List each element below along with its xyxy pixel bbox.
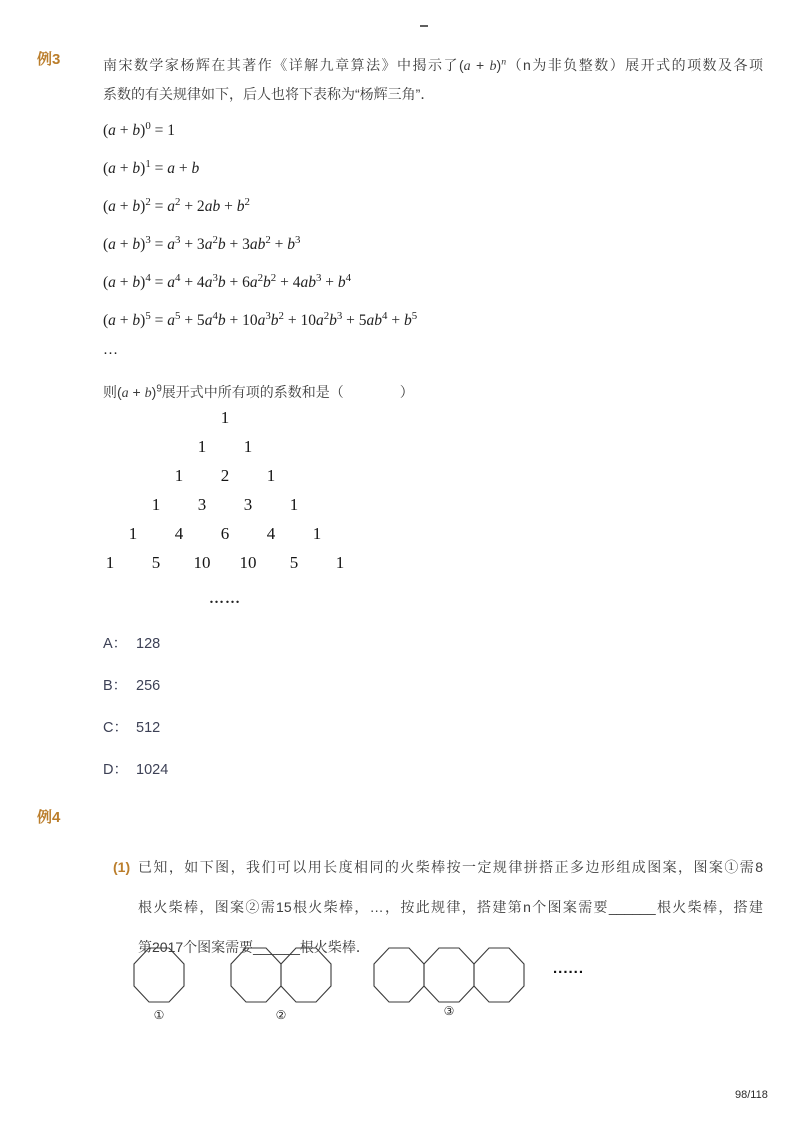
option-letter: D： xyxy=(103,762,128,778)
triangle-row-5 xyxy=(75,519,375,548)
triangle-number: 1 xyxy=(197,437,207,456)
figure-label: ③ xyxy=(443,1004,455,1018)
option-value: 1024 xyxy=(136,762,169,778)
triangle-number: 10 xyxy=(239,553,257,572)
matchstick-figure-2 xyxy=(230,947,332,1022)
triangle-number: 2 xyxy=(220,466,230,485)
example3-intro-line-2: 系数的有关规律如下，后人也将下表称为“杨辉三角”． xyxy=(103,86,435,102)
pascal-triangle xyxy=(75,403,375,608)
example4-line-3: 第2017个图案需要______根火柴棒． xyxy=(138,939,370,955)
option-A[interactable] xyxy=(103,623,168,665)
octagon-figure-drawing xyxy=(133,947,185,1003)
triangle-number: 1 xyxy=(174,466,184,485)
option-letter: C： xyxy=(103,720,128,736)
option-C[interactable] xyxy=(103,707,168,749)
option-value: 256 xyxy=(136,678,161,694)
options-list xyxy=(103,623,168,791)
example4-label: 例4 xyxy=(37,809,61,826)
triangle-row-2 xyxy=(75,432,375,461)
triangle-number: 1 xyxy=(266,466,276,485)
triangle-number: 1 xyxy=(220,408,230,427)
triangle-number: 1 xyxy=(335,553,345,572)
figures-ellipsis: ...... xyxy=(553,960,585,977)
triangle-ellipsis: …… xyxy=(209,591,241,607)
octagon-figure-drawing xyxy=(373,947,525,1003)
formula-line-2: $(a + b)^2 = a^2 + 2ab + b^2$ xyxy=(103,195,250,215)
option-B[interactable] xyxy=(103,665,168,707)
example3-label: 例3 xyxy=(37,51,61,68)
triangle-number: 1 xyxy=(151,495,161,514)
triangle-number: 4 xyxy=(174,524,184,543)
binomial-formula-list xyxy=(103,112,417,340)
matchstick-figure-3 xyxy=(373,947,525,1018)
triangle-number: 1 xyxy=(289,495,299,514)
triangle-number: 6 xyxy=(220,524,230,543)
triangle-number: 1 xyxy=(312,524,322,543)
formula-line-5: $(a + b)^5 = a^5 + 5a^4b + 10a^3b^2 + 10a^2b^3 + 5ab^4 + b^5$ xyxy=(103,309,418,329)
formula-line-0: $(a + b)^0 = 1$ xyxy=(103,119,176,139)
triangle-number: 10 xyxy=(193,553,211,572)
example4-part-label: (1) xyxy=(113,859,131,875)
option-letter: A： xyxy=(103,636,128,652)
formula-ellipsis: … xyxy=(103,342,118,358)
triangle-row-4 xyxy=(75,490,375,519)
triangle-number: 5 xyxy=(151,553,161,572)
octagon-figure-drawing xyxy=(230,947,332,1003)
triangle-row-3 xyxy=(75,461,375,490)
option-value: 128 xyxy=(136,636,161,652)
figure-label: ① xyxy=(153,1008,165,1022)
page-artifact-dash xyxy=(420,25,428,27)
example4-line-2: 根火柴棒，图案②需15根火柴棒，…，按此规律，搭建第n个图案需要______根火柴棒，搭建 xyxy=(138,899,763,915)
example3-intro-line-1: 南宋数学家杨辉在其著作《详解九章算法》中揭示了$(a + b)^n(n$为非负整数）展开式的项数及各项 xyxy=(103,56,763,74)
formula-line-1: $(a + b)^1 = a + b$ xyxy=(103,157,200,177)
formula-line-3: $(a + b)^3 = a^3 + 3a^2b + 3ab^2 + b^3$ xyxy=(103,233,301,253)
triangle-number: 3 xyxy=(243,495,253,514)
triangle-number: 1 xyxy=(128,524,138,543)
option-D[interactable] xyxy=(103,749,168,791)
figure-label: ② xyxy=(275,1008,287,1022)
formula-line-4: $(a + b)^4 = a^4 + 4a^3b + 6a^2b^2 + 4ab^3 + b^4$ xyxy=(103,271,352,291)
triangle-number: 1 xyxy=(243,437,253,456)
triangle-number: 4 xyxy=(266,524,276,543)
option-value: 512 xyxy=(136,720,161,736)
triangle-number: 3 xyxy=(197,495,207,514)
example4-line-1: 已知，如下图，我们可以用长度相同的火柴棒按一定规律拼搭正多边形组成图案，图案①需8 xyxy=(138,859,763,875)
triangle-row-1 xyxy=(75,403,375,432)
triangle-number: 5 xyxy=(289,553,299,572)
example3-question: 则$(a + b)^9$展开式中所有项的系数和是（ ） xyxy=(103,383,414,401)
triangle-row-6 xyxy=(75,548,375,577)
example3-intro xyxy=(103,51,763,109)
triangle-number: 1 xyxy=(105,553,115,572)
option-letter: B： xyxy=(103,678,128,694)
page-number: 98/118 xyxy=(735,1089,768,1101)
matchstick-figure-1 xyxy=(133,947,185,1022)
